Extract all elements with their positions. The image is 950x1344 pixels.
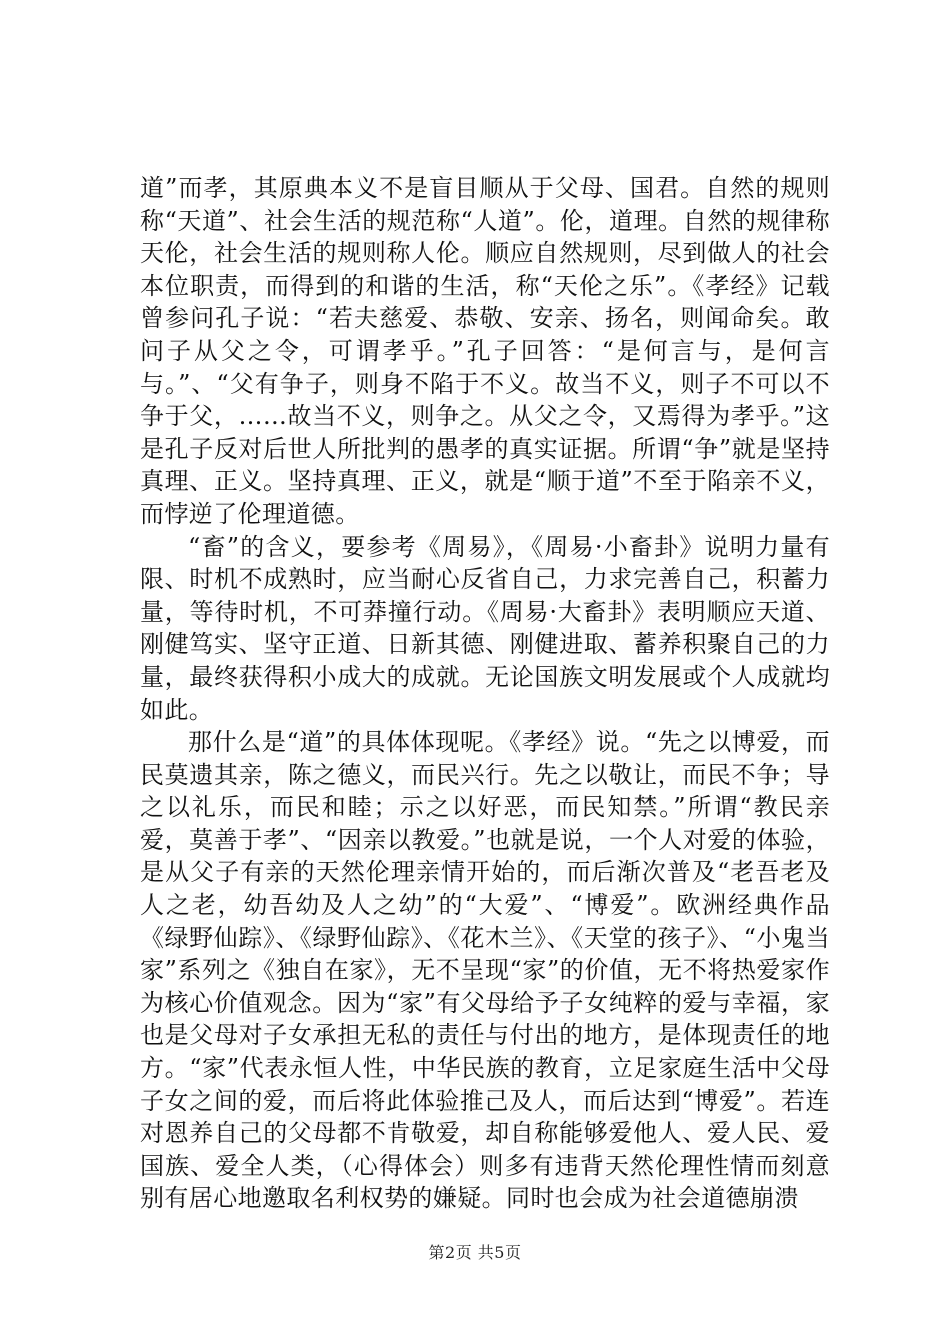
page-number-footer: 第2页 共5页 bbox=[428, 1243, 522, 1262]
paragraph-3: 那什么是“道”的具体体现呢。《孝经》说。“先之以博爱，而民莫遗其亲，陈之德义，而民兴行。先之以敬让，而民不争；导之以礼乐，而民和睦；示之以好恶，而民知禁。”所谓“教民亲爱，莫善于孝”、“因亲以教爱。”也就是说，一个人对爱的体验，是从父子有亲的天然伦理亲情开始的，而后渐次普及“老吾老及人之老，幼吾幼及人之幼”的“大爱”、“博爱”。欧洲经典作品《绿野仙踪》、《绿野仙踪》、《花木兰》、《天堂的孩子》、“小鬼当家”系列之《独自在家》，无不呈现“家”的价值，无不将热爱家作为核心价值观念。因为“家”有父母给予子女纯粹的爱与幸福，家也是父母对子女承担无私的责任与付出的地方，是体现责任的地方。“家”代表永恒人性，中华民族的教育，立足家庭生活中父母子女之间的爱，而后将此体验推己及人，而后达到“博爱”。若连对恩养自己的父母都不肯敬爱，却自称能够爱他人、爱人民、爱国族、爱全人类，（心得体会）则多有违背天然伦理性情而刻意别有居心地邀取名利权势的嫌疑。同时也会成为社会道德崩溃 bbox=[140, 728, 830, 1213]
body-text bbox=[140, 172, 830, 1215]
paragraph-2: “畜”的含义，要参考《周易》，《周易·小畜卦》说明力量有限、时机不成熟时，应当耐心反省自己，力求完善自己，积蓄力量，等待时机，不可莽撞行动。《周易·大畜卦》表明顺应天道、刚健笃实、坚守正道、日新其德、刚健进取、蓄养积聚自己的力量，最终获得积小成大的成就。无论国族文明发展或个人成就均如此。 bbox=[140, 532, 830, 724]
paragraph-1: 道”而孝，其原典本义不是盲目顺从于父母、国君。自然的规则称“天道”、社会生活的规范称“人道”。伦，道理。自然的规律称天伦，社会生活的规则称人伦。顺应自然规则，尽到做人的社会本位职责，而得到的和谐的生活，称“天伦之乐”。《孝经》记载曾参问孔子说：“若夫慈爱、恭敬、安亲、扬名，则闻命矣。敢问子从父之令，可谓孝乎。”孔子回答：“是何言与，是何言与。”、“父有争子，则身不陷于不义。故当不义，则子不可以不争于父，……故当不义，则争之。从父之令，又焉得为孝乎。”这是孔子反对后世人所批判的愚孝的真实证据。所谓“争”就是坚持真理、正义。坚持真理、正义，就是“顺于道”不至于陷亲不义，而悖逆了伦理道德。 bbox=[140, 174, 830, 528]
